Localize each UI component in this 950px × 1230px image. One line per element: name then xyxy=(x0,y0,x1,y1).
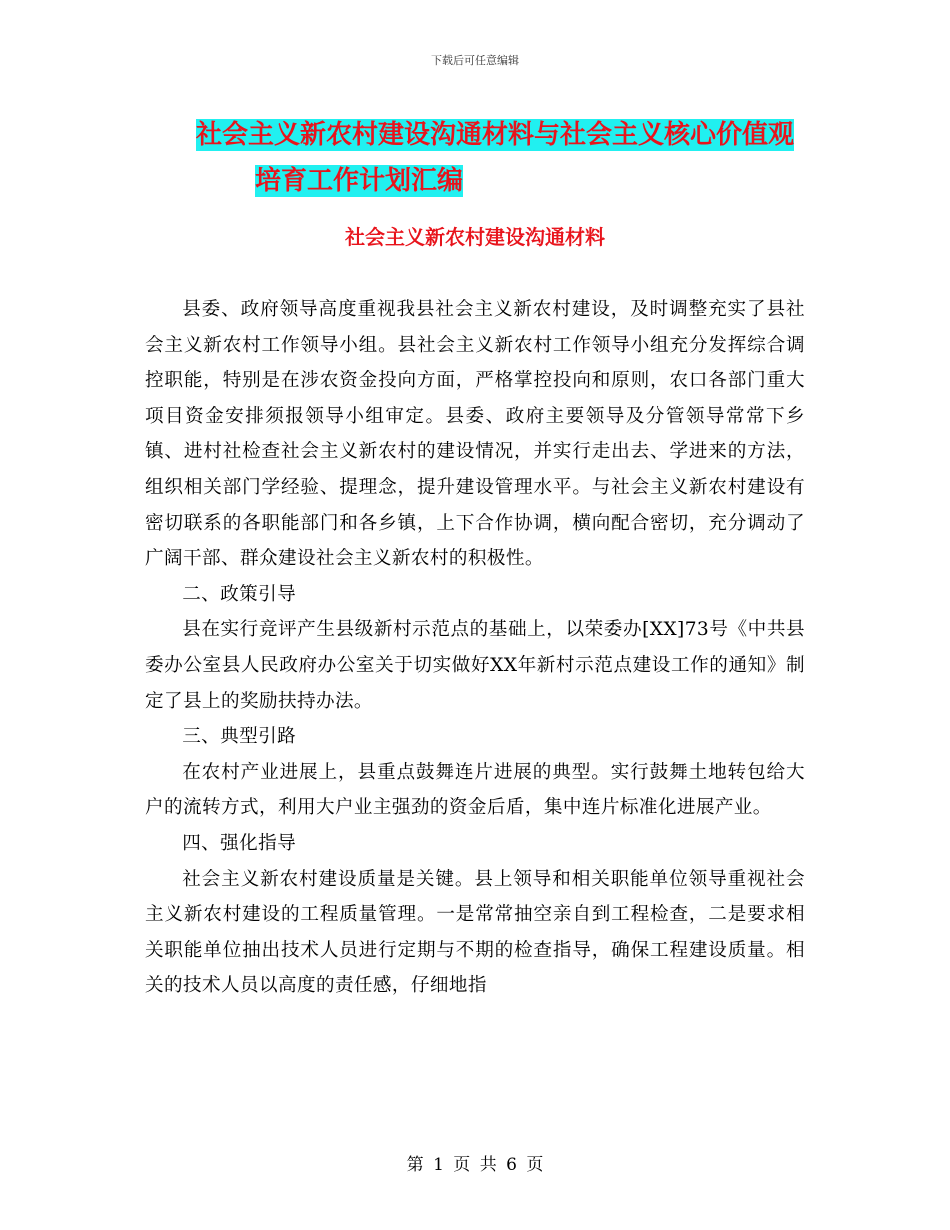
title-highlight-1: 社会主义新农村建设沟通材料与社会主义核心价值观 xyxy=(195,120,794,150)
section-title: 社会主义新农村建设沟通材料 xyxy=(345,225,605,249)
document-title-line-1 xyxy=(0,112,950,158)
paragraph: 社会主义新农村建设质量是关键。县上领导和相关职能单位领导重视社会主义新农村建设的工程质量管理。一是常常抽空亲自到工程检查，二是要求相关职能单位抽出技术人员进行定期与不期的检查指导，确保工程建设质量。相关的技术人员以高度的责任感，仔细地指 xyxy=(145,868,805,997)
header-note: 下载后可任意编辑 xyxy=(431,54,519,67)
document-title-line-2 xyxy=(0,158,950,204)
subheading-policy-guidance: 二、政策引导 xyxy=(182,583,297,605)
document-body xyxy=(145,292,805,1004)
page-number: 第 1 页 共 6 页 xyxy=(406,1155,544,1175)
document-title xyxy=(0,112,950,204)
paragraph: 在农村产业进展上，县重点鼓舞连片进展的典型。实行鼓舞土地转包给大户的流转方式，利用大户业主强劲的资金后盾，集中连片标准化进展产业。 xyxy=(145,761,805,819)
title-highlight-2: 培育工作计划汇编 xyxy=(255,166,464,196)
subheading-model-leading: 三、典型引路 xyxy=(182,726,297,748)
subheading-strengthen-guidance: 四、强化指导 xyxy=(182,832,297,854)
paragraph: 县在实行竞评产生县级新村示范点的基础上，以荣委办[XX]73号《中共县委办公室县人民政府办公室关于切实做好XX年新村示范点建设工作的通知》制定了县上的奖励扶持办法。 xyxy=(145,619,805,712)
paragraph: 县委、政府领导高度重视我县社会主义新农村建设，及时调整充实了县社会主义新农村工作领导小组。县社会主义新农村工作领导小组充分发挥综合调控职能，特别是在涉农资金投向方面，严格掌控投向和原则，农口各部门重大项目资金安排须报领导小组审定。县委、政府主要领导及分管领导常常下乡镇、进村社检查社会主义新农村的建设情况，并实行走出去、学进来的方法，组织相关部门学经验、提理念，提升建设管理水平。与社会主义新农村建设有密切联系的各职能部门和各乡镇，上下合作协调，横向配合密切，充分调动了广阔干部、群众建设社会主义新农村的积极性。 xyxy=(145,299,805,570)
